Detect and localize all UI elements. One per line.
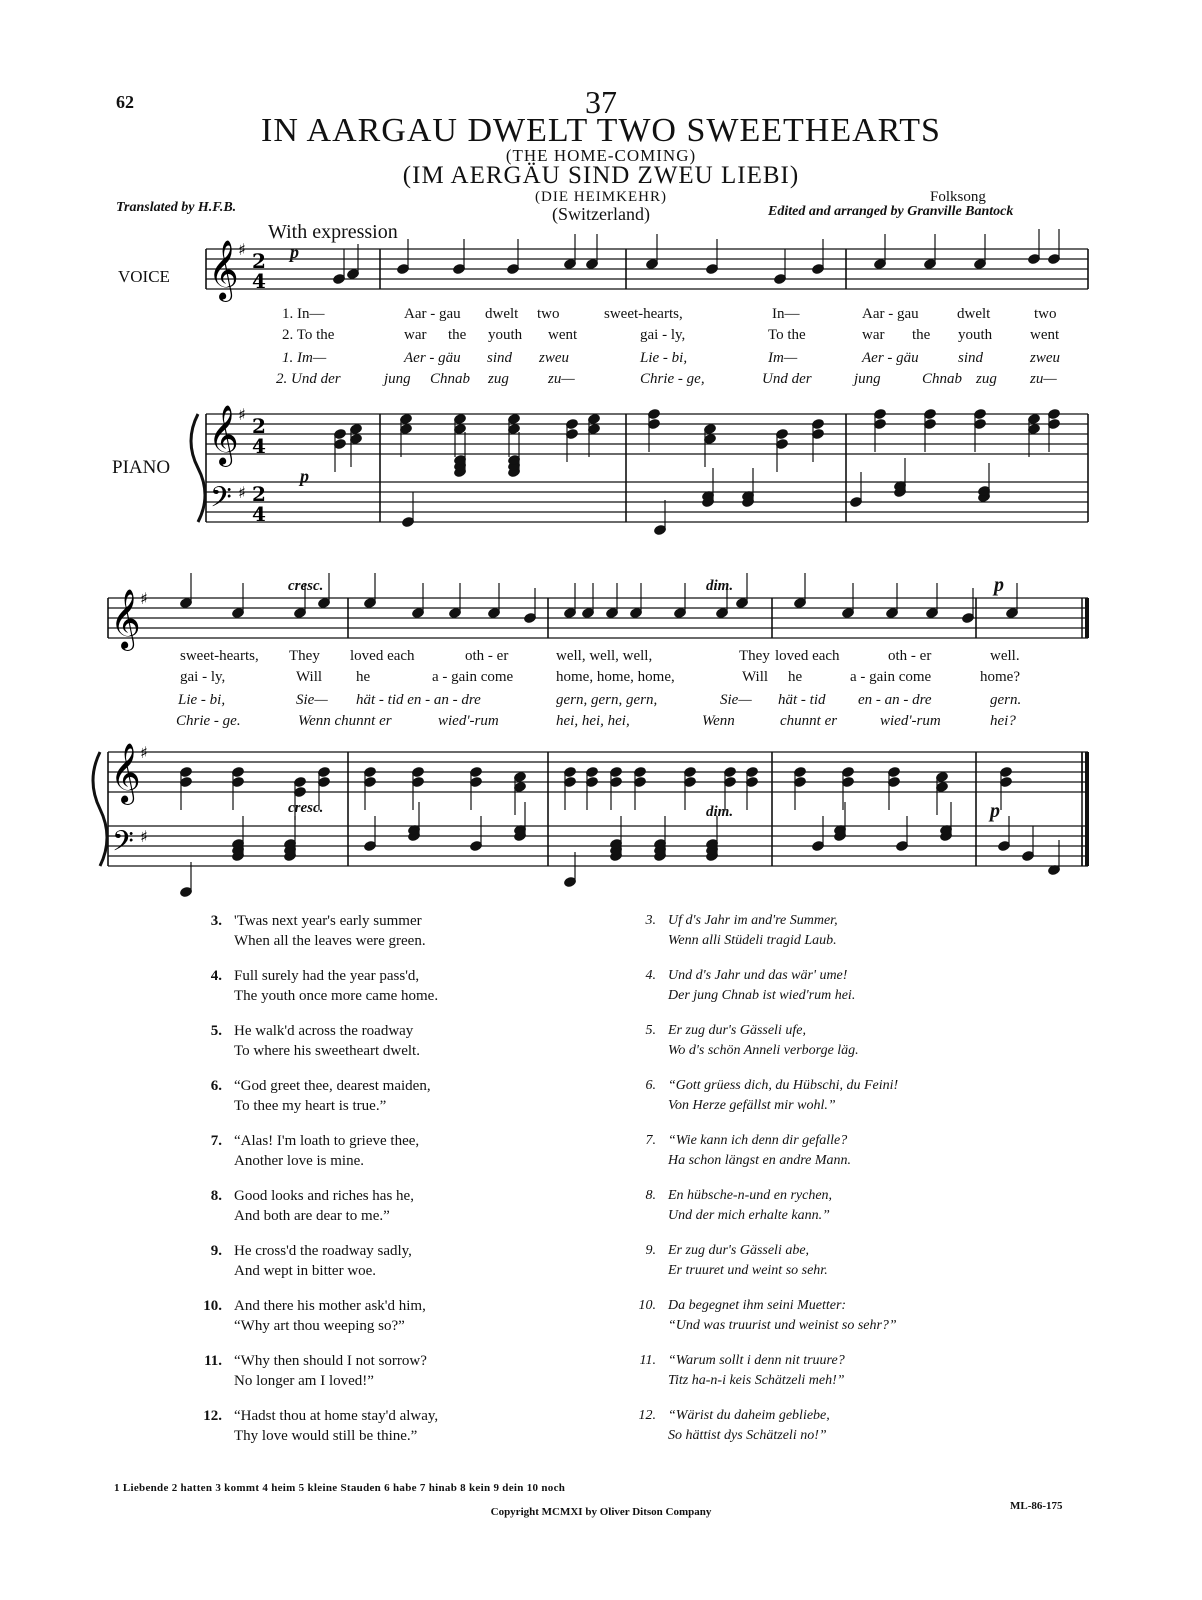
treble-clef: 𝄞 xyxy=(110,743,141,803)
lyric-syllable: Chnab xyxy=(922,371,963,387)
verse-number: 8. xyxy=(645,1188,656,1203)
lyric-syllable: Sie— xyxy=(720,692,752,708)
genre-label: Folksong xyxy=(930,189,986,205)
lyric-syllable: 2. Und der xyxy=(276,371,341,387)
verse-line: Und der mich erhalte kann.” xyxy=(668,1208,830,1223)
piano-brace xyxy=(93,752,107,866)
verse-line: “Why then should I not sorrow? xyxy=(234,1353,427,1369)
lyric-syllable: war xyxy=(862,327,885,343)
lyric-syllable: dwelt xyxy=(957,306,991,322)
verse-number: 6. xyxy=(645,1078,656,1093)
dynamic-piano: p xyxy=(994,574,1004,596)
verse-number: 8. xyxy=(210,1188,222,1204)
lyric-syllable: They xyxy=(739,648,770,664)
verse-line: When all the leaves were green. xyxy=(234,933,426,949)
verse-line: Da begegnet ihm seini Muetter: xyxy=(668,1298,847,1313)
song-title-german: (IM AERGÄU SIND ZWEU LIEBI) xyxy=(402,162,800,189)
song-subtitle-german: (DIE HEIMKEHR) xyxy=(535,189,667,205)
verse-number: 4. xyxy=(210,968,222,984)
lyric-syllable: zu— xyxy=(548,371,575,387)
verse-number: 7. xyxy=(645,1133,656,1148)
song-number: 37 xyxy=(585,84,617,120)
lyric-syllable: 1. In— xyxy=(282,306,325,322)
copyright-notice: Copyright MCMXI by Oliver Ditson Company xyxy=(490,1506,712,1518)
verse-number: 6. xyxy=(210,1078,222,1094)
lyric-syllable: Will xyxy=(296,669,323,685)
lyric-syllable: In— xyxy=(772,306,800,322)
lyric-syllable: hei, hei, hei, xyxy=(556,713,630,729)
catalog-number: ML-86-175 xyxy=(1010,1500,1063,1512)
lyric-syllable: gern, gern, gern, xyxy=(556,692,658,708)
verse-line: Titz ha-n-i keis Schätzeli meh!” xyxy=(668,1373,845,1388)
verse-line: Full surely had the year pass'd, xyxy=(234,968,420,984)
lyric-syllable: two xyxy=(1034,306,1057,322)
page-number: 62 xyxy=(116,92,134,112)
lyric-syllable: the xyxy=(448,327,467,343)
lyric-syllable: sind xyxy=(958,350,984,366)
lyric-syllable: They xyxy=(289,648,320,664)
verse-line: “Warum sollt i denn nit truure? xyxy=(668,1353,845,1368)
lyric-syllable: well. xyxy=(990,648,1020,664)
verse-line: Und d's Jahr und das wär' ume! xyxy=(668,968,848,983)
lyric-syllable: Im— xyxy=(768,350,798,366)
verse-line: Von Herze gefällst mir wohl.” xyxy=(668,1098,836,1113)
lyric-syllable: Aar - gau xyxy=(404,306,461,322)
verse-number: 11. xyxy=(639,1353,656,1368)
verse-line: 'Twas next year's early summer xyxy=(234,913,422,929)
dynamic-piano: p xyxy=(300,466,309,486)
key-signature-sharp: ♯ xyxy=(238,240,246,259)
voice-label: VOICE xyxy=(118,267,170,286)
time-signature: 2 xyxy=(252,414,266,438)
lyric-syllable: Und der xyxy=(762,371,812,387)
lyric-syllable: sweet-hearts, xyxy=(604,306,683,322)
translator-credit: Translated by H.F.B. xyxy=(116,200,237,215)
verse-number: 4. xyxy=(645,968,656,983)
lyric-syllable: hei? xyxy=(990,713,1016,729)
verse-number: 7. xyxy=(210,1133,222,1149)
lyric-syllable: wied'-rum xyxy=(438,713,499,729)
verse-line: “Gott grüess dich, du Hübschi, du Feini! xyxy=(668,1078,899,1093)
arranger-credit: Edited and arranged by Granville Bantock xyxy=(768,204,1014,219)
lyric-syllable: chunnt er xyxy=(780,713,838,729)
lyric-syllable: To the xyxy=(768,327,806,343)
lyric-syllable: youth xyxy=(488,327,523,343)
verse-line: “Hadst thou at home stay'd alway, xyxy=(234,1408,439,1424)
lyric-syllable: Aer - gäu xyxy=(404,350,461,366)
dynamic-piano: p xyxy=(290,242,299,262)
time-signature: 4 xyxy=(252,502,266,526)
lyric-syllable: gern. xyxy=(990,692,1022,708)
lyric-syllable: dwelt xyxy=(485,306,519,322)
treble-clef: 𝄞 xyxy=(208,405,239,465)
verse-line: “Alas! I'm loath to grieve thee, xyxy=(234,1133,420,1149)
verse-line: No longer am I loved!” xyxy=(234,1373,374,1389)
lyric-syllable: he xyxy=(788,669,803,685)
verse-line: To where his sweetheart dwelt. xyxy=(234,1043,420,1059)
lyric-syllable: zweu xyxy=(539,350,569,366)
lyric-syllable: zug xyxy=(488,371,509,387)
verse-number: 10. xyxy=(638,1298,656,1313)
verse-line: He walk'd across the roadway xyxy=(234,1023,414,1039)
footnotes: 1 Liebende 2 hatten 3 kommt 4 heim 5 kleine Stauden 6 habe 7 hinab 8 kein 9 dein 10 noch xyxy=(114,1482,566,1494)
verse-line: En hübsche-n-und en rychen, xyxy=(668,1188,833,1203)
lyric-syllable: zu— xyxy=(1030,371,1057,387)
verse-line: And there his mother ask'd him, xyxy=(234,1298,426,1314)
lyric-syllable: went xyxy=(548,327,578,343)
key-signature-sharp: ♯ xyxy=(140,827,148,846)
verse-line: Er truuret und weint so sehr. xyxy=(668,1263,828,1278)
lyric-syllable: Wenn chunnt er xyxy=(298,713,392,729)
lyric-syllable: hät - tid en - an - dre xyxy=(356,692,481,708)
tempo-marking: With expression xyxy=(268,221,398,243)
lyric-syllable: Will xyxy=(742,669,769,685)
song-title: IN AARGAU DWELT TWO SWEETHEARTS xyxy=(261,112,941,149)
lyric-syllable: war xyxy=(404,327,427,343)
lyric-syllable: Aar - gau xyxy=(862,306,919,322)
verse-line: And wept in bitter woe. xyxy=(234,1263,377,1279)
verse-number: 10. xyxy=(203,1298,222,1314)
lyric-syllable: went xyxy=(1030,327,1060,343)
lyric-syllable: the xyxy=(912,327,931,343)
lyric-syllable: well, well, well, xyxy=(556,648,653,664)
lyric-syllable: zug xyxy=(976,371,997,387)
dynamic-diminuendo: dim. xyxy=(706,578,734,594)
verse-line: He cross'd the roadway sadly, xyxy=(234,1243,412,1259)
piano-label: PIANO xyxy=(112,457,171,478)
lyric-syllable: en - an - dre xyxy=(858,692,932,708)
verse-line: To thee my heart is true.” xyxy=(234,1098,387,1114)
key-signature-sharp: ♯ xyxy=(140,743,148,762)
verse-line: Wenn alli Stüdeli tragid Laub. xyxy=(668,933,837,948)
verse-number: 3. xyxy=(645,913,656,928)
lyric-syllable: youth xyxy=(958,327,993,343)
lyric-syllable: Aer - gäu xyxy=(862,350,919,366)
lyric-syllable: home? xyxy=(980,669,1020,685)
lyric-syllable: loved each xyxy=(775,648,840,664)
bass-clef: 𝄢 xyxy=(112,825,134,865)
verse-number: 5. xyxy=(645,1023,656,1038)
bass-clef: 𝄢 xyxy=(210,481,232,521)
piano-brace xyxy=(191,414,205,522)
verse-line: Good looks and riches has he, xyxy=(234,1188,414,1204)
lyric-syllable: he xyxy=(356,669,371,685)
lyric-syllable: oth - er xyxy=(465,648,509,664)
verse-line: “God greet thee, dearest maiden, xyxy=(234,1078,431,1094)
verse-number: 5. xyxy=(210,1023,222,1039)
verse-line: Ha schon längst en andre Mann. xyxy=(668,1153,852,1168)
time-signature: 4 xyxy=(252,269,266,293)
lyric-syllable: jung xyxy=(384,371,411,387)
lyric-syllable: Chrie - ge. xyxy=(176,713,241,729)
lyric-syllable: 1. Im— xyxy=(282,350,327,366)
lyric-syllable: Chnab xyxy=(430,371,471,387)
key-signature-sharp: ♯ xyxy=(238,405,246,424)
dynamic-crescendo: cresc. xyxy=(288,578,324,594)
lyric-syllable: Chrie - ge, xyxy=(640,371,705,387)
verse-line: Uf d's Jahr im and're Summer, xyxy=(668,913,838,928)
lyric-syllable: sind xyxy=(487,350,513,366)
lyric-syllable: two xyxy=(537,306,560,322)
verse-line: Wo d's schön Anneli verborge läg. xyxy=(668,1043,859,1058)
song-subtitle: (THE HOME-COMING) xyxy=(505,146,697,165)
verse-number: 9. xyxy=(645,1243,656,1258)
verse-number: 11. xyxy=(204,1353,222,1369)
dynamic-piano: p xyxy=(990,800,1000,822)
lyric-syllable: home, home, home, xyxy=(556,669,675,685)
verse-number: 3. xyxy=(210,913,222,929)
lyric-syllable: Wenn xyxy=(702,713,735,729)
time-signature: 4 xyxy=(252,434,266,458)
verse-number: 12. xyxy=(638,1408,656,1423)
lyric-syllable: jung xyxy=(854,371,881,387)
verse-line: “Und was truurist und weinist so sehr?” xyxy=(668,1318,897,1333)
lyric-syllable: oth - er xyxy=(888,648,932,664)
verse-line: Thy love would still be thine.” xyxy=(234,1428,418,1444)
verse-line: The youth once more came home. xyxy=(234,988,439,1004)
lyric-syllable: gai - ly, xyxy=(180,669,226,685)
lyric-syllable: hät - tid xyxy=(778,692,826,708)
verse-number: 9. xyxy=(210,1243,222,1259)
lyric-syllable: Lie - bi, xyxy=(640,350,688,366)
verse-line: Der jung Chnab ist wied'rum hei. xyxy=(668,988,856,1003)
lyric-syllable: wied'-rum xyxy=(880,713,941,729)
lyric-syllable: loved each xyxy=(350,648,415,664)
verse-line: And both are dear to me.” xyxy=(234,1208,390,1224)
verse-line: “Wie kann ich denn dir gefalle? xyxy=(668,1133,848,1148)
lyric-syllable: gai - ly, xyxy=(640,327,686,343)
verse-line: “Wärist du daheim gebliebe, xyxy=(668,1408,830,1423)
time-signature: 2 xyxy=(252,482,266,506)
song-origin: (Switzerland) xyxy=(552,204,650,224)
lyric-syllable: sweet-hearts, xyxy=(180,648,259,664)
verse-number: 12. xyxy=(203,1408,222,1424)
lyric-syllable: 2. To the xyxy=(282,327,335,343)
time-signature: 2 xyxy=(252,249,266,273)
lyric-syllable: Lie - bi, xyxy=(178,692,226,708)
verse-line: Another love is mine. xyxy=(234,1153,364,1169)
lyric-syllable: a - gain come xyxy=(850,669,932,685)
lyric-syllable: a - gain come xyxy=(432,669,514,685)
lyric-syllable: zweu xyxy=(1030,350,1060,366)
treble-clef: 𝄞 xyxy=(208,240,239,300)
verse-line: So hättist dys Schätzeli no!” xyxy=(668,1428,827,1443)
treble-clef: 𝄞 xyxy=(110,589,141,649)
verse-line: Er zug dur's Gässeli ufe, xyxy=(668,1023,806,1038)
lyric-syllable: Sie— xyxy=(296,692,328,708)
key-signature-sharp: ♯ xyxy=(140,589,148,608)
dynamic-diminuendo: dim. xyxy=(706,804,734,820)
verse-line: “Why art thou weeping so?” xyxy=(234,1318,405,1334)
verse-line: Er zug dur's Gässeli abe, xyxy=(668,1243,810,1258)
dynamic-crescendo: cresc. xyxy=(288,800,324,816)
key-signature-sharp: ♯ xyxy=(238,483,246,502)
